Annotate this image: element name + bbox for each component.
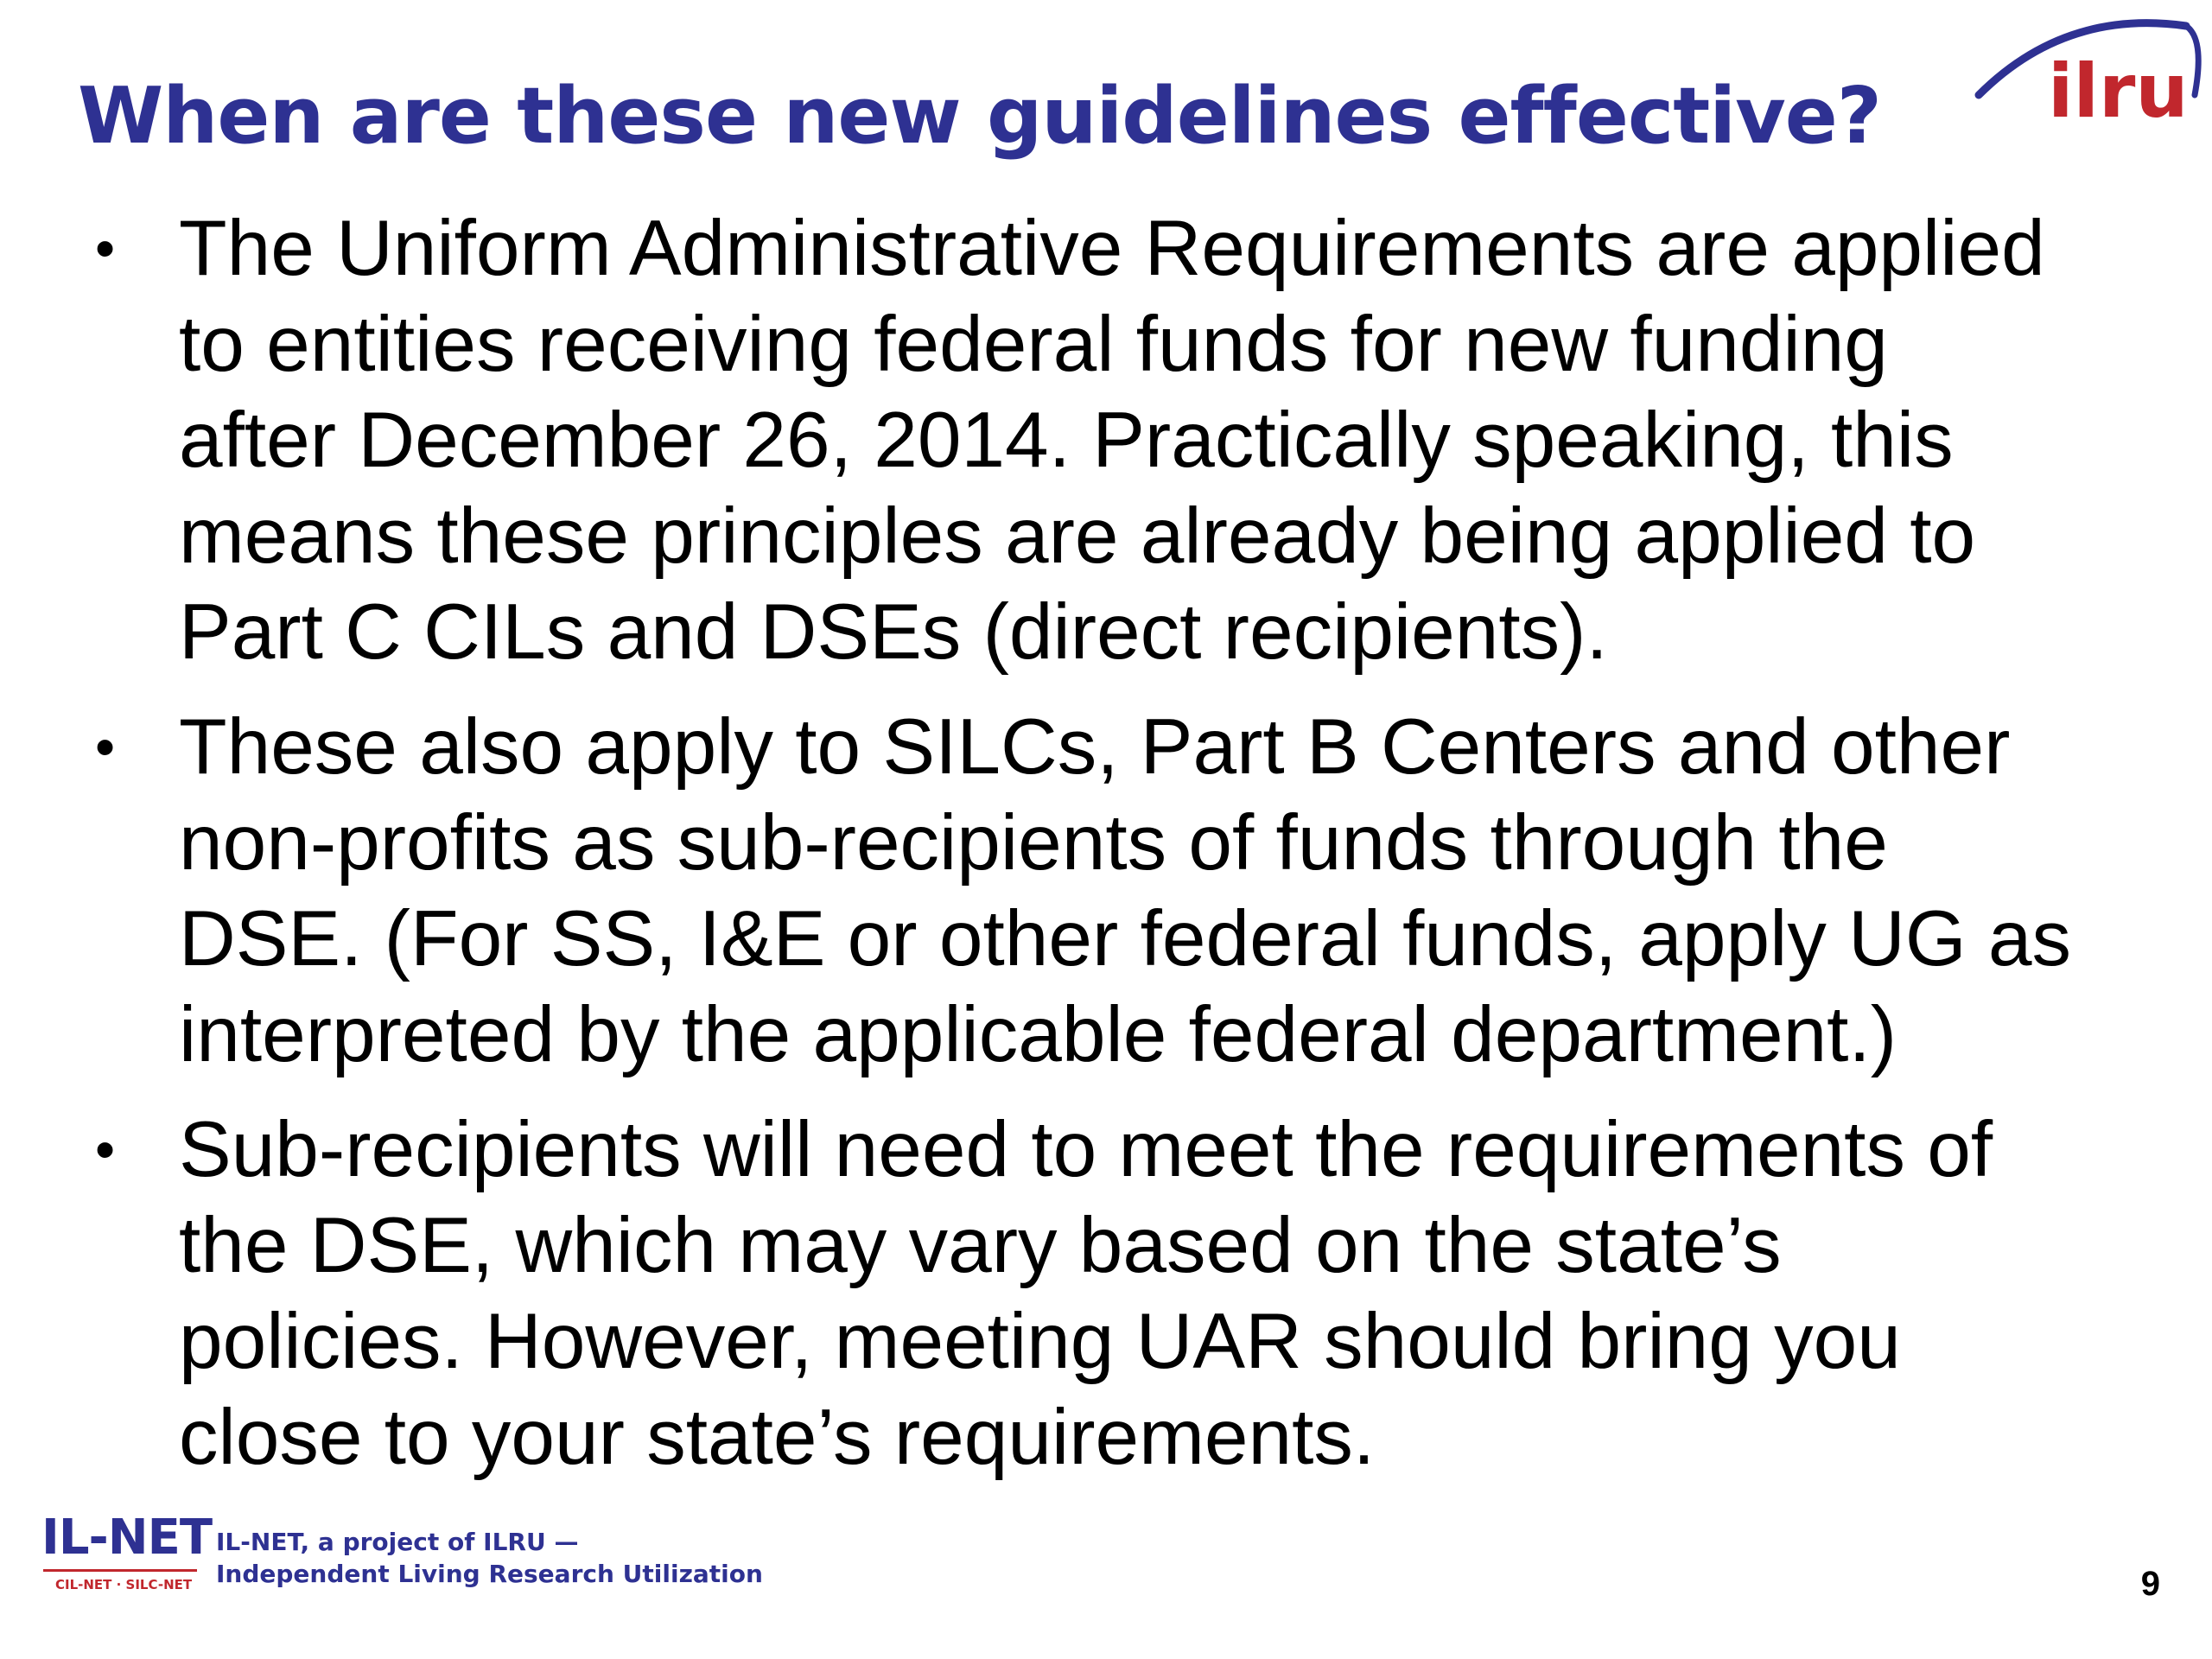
bullet-line: DSE. (For SS, I&E or other federal funds, apply UG as bbox=[179, 895, 2071, 982]
bullet-line: close to your state’s requirements. bbox=[179, 1394, 1376, 1481]
bullet-line: after December 26, 2014. Practically speaking, this bbox=[179, 397, 1954, 484]
page-number: 9 bbox=[2140, 1565, 2160, 1603]
bullet-line: to entities receiving federal funds for new funding bbox=[179, 301, 1888, 388]
il-net-logo-subtext: CIL-NET · SILC-NET bbox=[55, 1577, 193, 1592]
bullet-item bbox=[86, 200, 2160, 680]
bullet-line: The Uniform Administrative Requirements are applied bbox=[179, 205, 2045, 292]
bullet-line: policies. However, meeting UAR should bring you bbox=[179, 1298, 1901, 1385]
bullet-item bbox=[86, 1102, 2160, 1485]
slide-title: When are these new guidelines effective? bbox=[78, 71, 1881, 162]
il-net-logo-text: IL-NET bbox=[41, 1510, 213, 1566]
il-net-logo-icon bbox=[41, 1510, 213, 1597]
bullet-list bbox=[86, 200, 2160, 1504]
bullet-line: Sub-recipients will need to meet the requirements of bbox=[179, 1106, 1993, 1193]
footer-text bbox=[216, 1526, 763, 1590]
bullet-marker: • bbox=[95, 216, 116, 280]
il-net-logo-rule bbox=[43, 1569, 197, 1572]
ilru-logo-text: ilru bbox=[2048, 48, 2189, 135]
bullet-marker: • bbox=[95, 1117, 116, 1181]
footer-text-line: Independent Living Research Utilization bbox=[216, 1560, 763, 1588]
ilru-logo-icon bbox=[1970, 0, 2212, 147]
bullet-line: Part C CILs and DSEs (direct recipients). bbox=[179, 588, 1608, 676]
footer-text-line: IL-NET, a project of ILRU — bbox=[216, 1528, 579, 1556]
bullet-line: These also apply to SILCs, Part B Centers and other bbox=[179, 703, 2011, 791]
bullet-line: means these principles are already being applied to bbox=[179, 493, 1976, 580]
bullet-marker: • bbox=[95, 715, 116, 779]
bullet-line: interpreted by the applicable federal department.) bbox=[179, 991, 1897, 1078]
bullet-line: the DSE, which may vary based on the state’s bbox=[179, 1202, 1782, 1289]
bullet-item bbox=[86, 699, 2160, 1083]
bullet-line: non-profits as sub-recipients of funds through the bbox=[179, 799, 1888, 887]
